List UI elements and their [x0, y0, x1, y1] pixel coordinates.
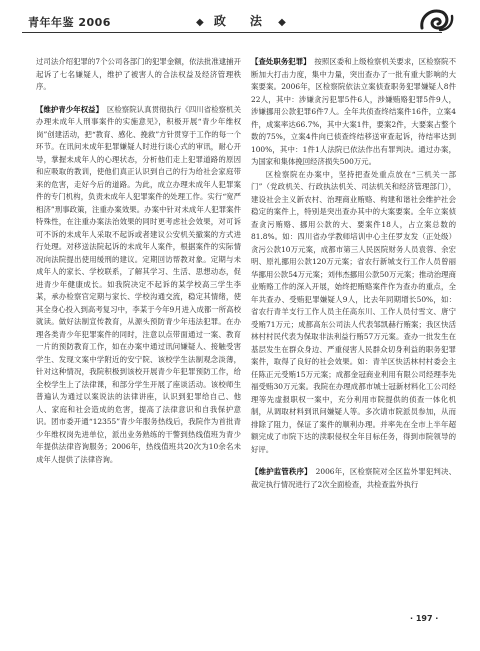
paragraph-custody-order: [251, 466, 456, 491]
paragraph: 区检察院在办案中，坚持把查处重点放在“三机关一部门”（党政机关、行政执法机关、司法机关和经济管理部门），建设社会主义新农村、治理商业贿赂、构建和谐社会维护社会稳定的案件上，特别是突出查办其中的大案要案。全年立案侦查贪污贿赂、挪用公款的大、要案件18人，占立案总数的81.8%。如：四川省办学教师培训中心主任罗友发（正处级）贪污公款10万元案，成都市第三人民医院财务人员袁蓉、余宏明、原礼挪用公款120万元案；省农行新城支行工作人员曾丽华挪用公款54万元案；刘伟杰挪用公款50万元案；推动治理商业贿赂工作的深入开展，始终把贿赂案件作为查办的重点，全年共查办、受贿犯罪嫌疑人9人，比去年同期增长50%，如：省农行青羊支行工作人员主任高东川、工作人员付雪文、唐宁受贿71万元；成都高东公司法人代表邹凯赫行贿案；我区快活林村村民代表为保取非法利益行贿57万元案。查办一批发生在基层发生在群众身边、严重侵害人民群众切身利益的职务犯罪案件，取得了良好的社会效果。如：青羊区快活林村村委会主任陈正元受贿15万元案；成都金冠商业利用有限公司经理李先福受贿30万元案。我院在办理成都市城士冠新材料化工公司经理等先虚报职权一案中，充分利用市院提供的侦查一体化机制，从调取材料到讯问嫌疑人等。多次请市院派员参加，从而排除了阻力，保证了案件的顺利办理。并率先在全市上半年超额完成了市院下达的渎职侵权全年目标任务，得到市院领导的好评。: [251, 169, 456, 454]
section-heading-custody-order: 【维护监管秩序】: [251, 467, 309, 476]
left-column: [36, 56, 241, 466]
paragraph-youth-rights: [36, 104, 241, 467]
section-text: 按照区委和上级检察机关要求，区检察院不断加大打击力度，集中力量，突出查办了一批有重大影响的大案要案。2006年，区检察院依法立案侦查职务犯罪嫌疑人8件22人，其中：涉嫌贪污犯罪5件6人，涉嫌贿赂犯罪5件9人，涉嫌挪用公款犯罪6件7人。全年共侦查终结案件16件，立案4件，成案率达66.7%，其中大案1件，要案2件，大要案占整个数的75%，立案4件向已侦查终结移送审查起诉，待结率达到100%，其中：1件1人法院已依法作出有罪判决。通过办案，为国家和集体挽回经济损失500万元。: [251, 57, 456, 166]
section-title: [196, 12, 286, 29]
swirl-logo-icon: [418, 6, 454, 34]
diamond-left-icon: ◆: [196, 17, 204, 28]
book-title: 青年年鉴 2006: [28, 16, 111, 29]
section-text: 区检察院认真贯彻执行《四川省检察机关办理未成年人刑事案件的实施意见》，积极开展“青少年维权岗”创建活动，把“教育、感化、挽救”方针贯穿于工作的每一个环节。在讯问未成年犯罪嫌疑人时进行谈心式的审讯，耐心开导，掌握未成年人的心理状态，分析他们走上犯罪道路的原因和应吸取的教训，使他们真正认识到自己的行为给社会家庭带来的危害，走好今后的道路。为此，成立办理未成年人犯罪案件的专门机构，负责未成年人犯罪案件的处理工作。实行“宽严相济”刑事政策，注重办案效果。办案中针对未成年人犯罪案件特殊性，在注重办案法治效果的同时更考虑社会效果，对可诉可不诉的未成年人采取不起诉或者建议公安机关撤案的方式进行处理。对移送法院起诉的未成年人案件，根据案件的实际情况向法院提出使用缓刑的建议。定期回访帮教对象。定期与未成年人的家长、学校联系，了解其学习、生活、思想动态，促进青少年健康成长。如我院决定不起诉的某学校高三学生李某，承办检察官定期与家长、学校沟通交流，稳定其情绪，使其全身心投入到高考复习中，李某于今年9月进入成都一所高校就读。做好法制宣传教育，从源头预防青少年违法犯罪。在办理各类青少年犯罪案件的同时，注意以点带面通过一案、教育一片的预防教育工作，如在办案中通过讯问嫌疑人、接触受害学生、发现文案中学附近的安宁院、该校学生法制观念淡薄，针对这种情况，我院积极到该校开展青少年犯罪预防工作，给全校学生上了法律课，和部分学生开展了座谈活动。该校师生普遍认为通过以案说法的法律讲座，认识到犯罪给自己、他人、家庭和社会造成的危害，提高了法律意识和自我保护意识。团市委开通“12355”青少年服务热线后，我院作为首批青少年维权岗先进单位，派出业务熟练的干警到热线值班为青少年提供法律咨询服务；2006年，热线值班共20次为10余名未成年人提供了法律咨询。: [36, 104, 241, 464]
section-heading-duty-crime: 【查处职务犯罪】: [251, 57, 307, 66]
section-name: 政 法: [213, 14, 268, 28]
paragraph: 过司法介绍犯罪的7个公司各部门的犯罪金额，依法批准逮捕开起诉了七名嫌疑人，维护了被害人的合法权益及经济管理秩序。: [36, 57, 241, 91]
page-number: · 197 ·: [410, 614, 439, 623]
page-header: [0, 0, 480, 38]
section-heading-youth-rights: 【维护青少年权益】: [36, 104, 100, 114]
section-text: 2006年，区检察院对全区监外罪犯判决、裁定执行情况进行了2次全面检查，共检查监外执行: [251, 467, 456, 489]
right-column: [251, 56, 456, 491]
paragraph-duty-crime: [251, 56, 456, 169]
header-rule: [22, 32, 442, 33]
diamond-right-icon: ◆: [278, 17, 286, 28]
